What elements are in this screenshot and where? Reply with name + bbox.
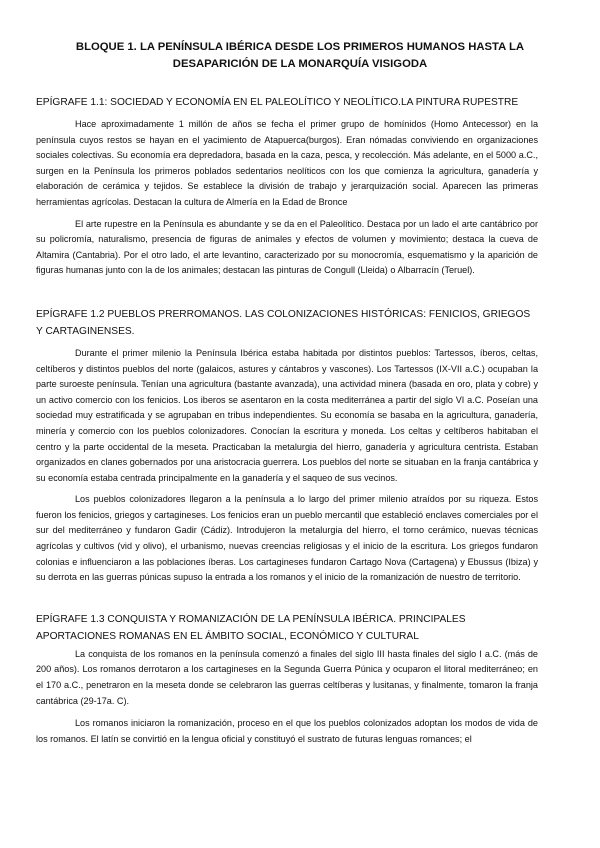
paragraph: El arte rupestre en la Península es abundante y se da en el Paleolítico. Destaca por un lado el arte cantábrico por su policromía, naturalismo, presencia de figuras de animales y efectos de volumen y movimiento; destaca la cueva de Altamira (Cantabria). Por el otro lado, el arte levantino, caracterizado por su monocromía, esquematismo y la aparición de figuras humanas junto con la de los animales; destacan las pinturas de Congull (Lleida) o Albarracín (Teruel). <box>36 218 538 276</box>
section-heading-1-3: EPÍGRAFE 1.3 CONQUISTA Y ROMANIZACIÓN DE LA PENÍNSULA IBÉRICA. PRINCIPALES APORTACIONES ROMANAS EN EL ÁMBITO SOCIAL, ECONÓMICO Y CULTURAL <box>36 613 466 642</box>
paragraph: Los romanos iniciaron la romanización, proceso en el que los pueblos colonizados adoptan los modos de vida de los romanos. El latín se convirtió en la lengua oficial y constituyó el sustrato de futuras lenguas romances; el <box>36 718 538 744</box>
section-heading-1-1: EPÍGRAFE 1.1: SOCIEDAD Y ECONOMÍA EN EL PALEOLÍTICO Y NEOLÍTICO.LA PINTURA RUPESTRE <box>36 97 519 108</box>
section-heading-1-2: EPÍGRAFE 1.2 PUEBLOS PRERROMANOS. LAS COLONIZACIONES HISTÓRICAS: FENICIOS, GRIEGOS Y CARTAGINENSES. <box>36 308 531 337</box>
paragraph: Los pueblos colonizadores llegaron a la península a lo largo del primer milenio atraídos por su riqueza. Estos fueron los fenicios, griegos y cartagineses. Los fenicios eran un pueblo mercantil que estableció enclaves comerciales por el sur del mediterráneo y fundaron Gadir (Cádiz). Introdujeron la metalurgia del hierro, el torno cerámico, nuevas técnicas agrícolas y cultivos (vid y olivo), el urbanismo, nuevas creencias religiosas y el inicio de la escritura. Los griegos fundaron colonias e influenciaron a las poblaciones íberas. Los cartagineses fundaron Cartago Nova (Cartagena) y Ebussus (Ibiza) y su derrota en las guerras púnicas supuso la entrada a los romanos y el inicio de la romanización de nuestro de territorio. <box>36 494 538 583</box>
paragraph: Hace aproximadamente 1 millón de años se fecha el primer grupo de homínidos (Homo Antecessor) en la península cuyos restos se hayan en el yacimiento de Atapuerca(burgos). Eran nómadas conviviendo en organizaciones sociales colectivas. Su economía era depredadora, basada en la caza, pesca, y recolección. Más adelante, en el 5000 a.C., surgen en la Península los primeros poblados sedentarios neolíticos con los que comienza la agricultura, ganadería y elaboración de cerámica y tejidos. Se establece la división de trabajo y jerarquización social. Aparecen las primeras herramientas agrícolas. Destacan la cultura de Almería en la Edad de Bronce <box>36 119 538 207</box>
title-line-2: DESAPARICIÓN DE LA MONARQUÍA VISIGODA <box>172 58 428 70</box>
paragraph: Durante el primer milenio la Península Ibérica estaba habitada por distintos pueblos: Tartessos, íberos, celtas, celtíberos y distintos pueblos del norte (galaicos, astures y cántabros y vascones). Los Tartessos (IX-VII a.C.) ocupaban la parte suroeste península. Tenían una agricultura (bastante avanzada), una actividad minera (basada en oro, plata y cobre) y un activo comercio con los fenicios. Los iberos se asentaron en la costa mediterránea a partir del siglo VI a.C. Poseían una sociedad muy estratificada y se agrupaban en tribus independientes. Su economía se basaba en la agricultura, ganadería, minería y comercio con los pueblos colonizadores. Conocían la escritura y moneda. Los celtas y celtíberos habitaban el centro y la parte occidental de la meseta. Practicaban la metalurgia del hierro, ganadería y agricultura centrista. Estaban organizados en clanes gobernados por una aristocracia guerrera. Los pueblos del norte se situaban en la franja cantábrica y su economía estaba centrada principalmente en la ganadería y el saqueo de sus vecinos. <box>36 347 538 483</box>
paragraph: La conquista de los romanos en la península comenzó a finales del siglo III hasta finales del siglo I a.C. (más de 200 años). Los romanos derrotaron a los cartagineses en la Segunda Guerra Púnica y ocuparon el litoral mediterráneo; en el 170 a.C., penetraron en la meseta donde se celebraron las guerras celtíberas y lusitanas, y finalmente, tomaron la franja cantábrica (29-17a. C). <box>36 648 538 706</box>
document-title <box>36 0 538 73</box>
title-line-1: BLOQUE 1. LA PENÍNSULA IBÉRICA DESDE LOS PRIMEROS HUMANOS HASTA LA <box>75 41 525 53</box>
